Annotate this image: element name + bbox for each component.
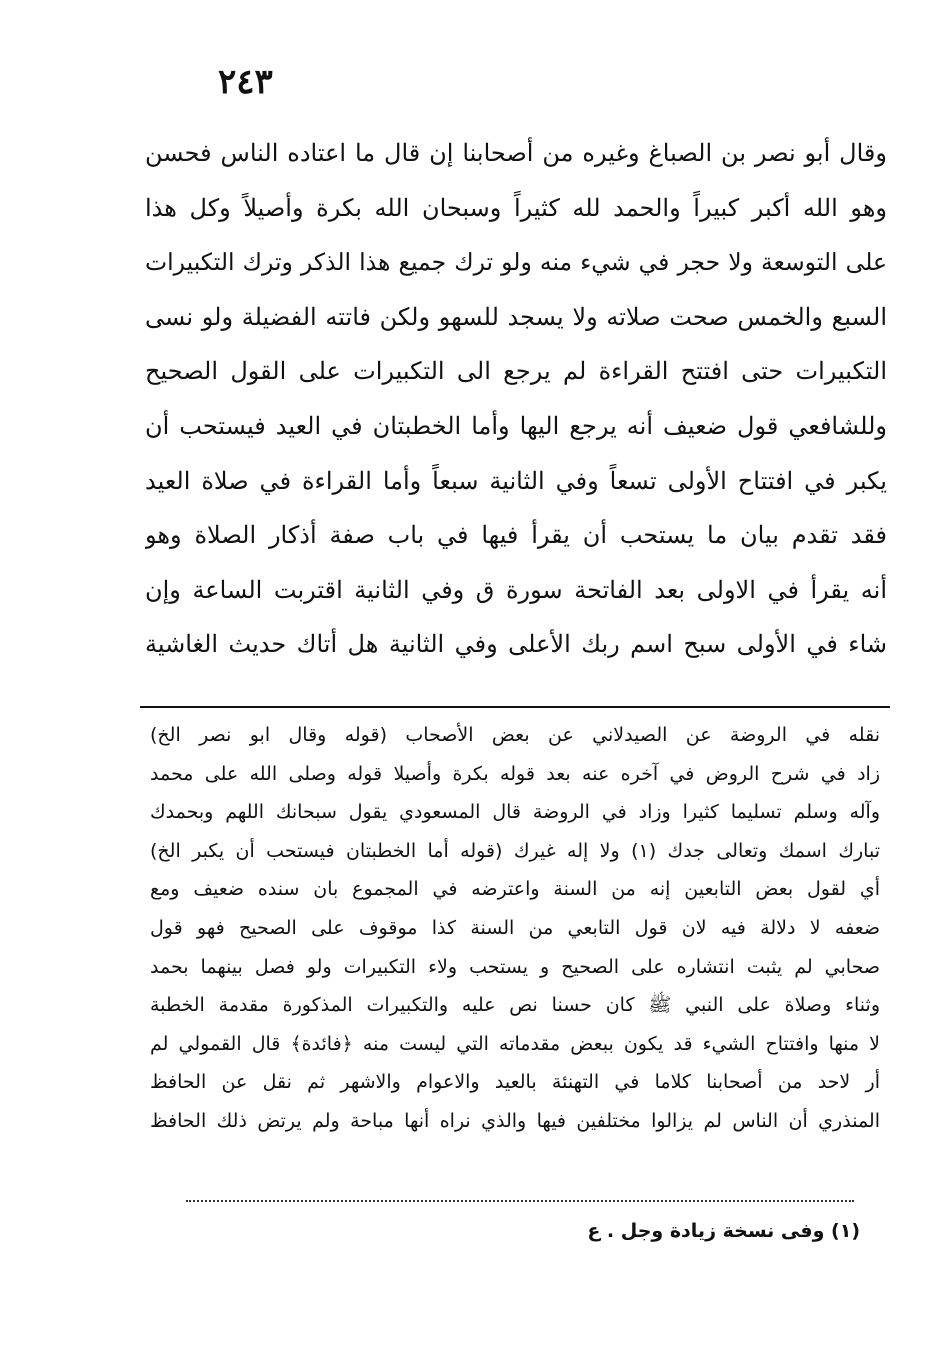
commentary-line: نقله في الروضة عن الصيدلاني عن بعض الأصحاب (قوله وقال ابو نصر الخ) [150,724,880,746]
commentary-line: أي لقول بعض التابعين إنه من السنة واعترضه في المجموع بان سنده ضعيف ومع [150,878,880,901]
commentary-block [150,716,880,1141]
commentary-line: لا منها وافتتاح الشيء قد يكون ببعض مقدماته التي ليست منه ﴿فائدة﴾ قال القمولي لم [150,1032,880,1055]
page-number: ٢٤٣ [218,62,273,102]
commentary-line: صحابي لم يثبت انتشاره على الصحيح و يستحب ولاء التكبيرات ولو فصل بينهما بحمد [150,955,880,978]
commentary-line: ضعفه لا دلالة فيه لان قول التابعي من السنة كذا موقوف على الصحيح فهو قول [150,916,880,939]
commentary-line: أر لاحد من أصحابنا كلاما في التهنئة بالعيد والاعوام والاشهر ثم نقل عن الحافظ [150,1071,880,1094]
main-text-block [145,126,887,672]
footnote: (١) وفى نسخة زيادة وجل . ع [587,1220,860,1242]
main-text-line: على التوسعة ولا حجر في شيء منه ولو ترك جميع هذا الذكر وترك التكبيرات [145,248,887,277]
main-text-line: التكبيرات حتى افتتح القراءة لم يرجع الى التكبيرات على القول الصحيح [145,357,887,386]
main-text-line: شاء في الأولى سبح اسم ربك الأعلى وفي الثانية هل أتاك حديث الغاشية [145,630,887,659]
commentary-line: المنذري أن الناس لم يزالوا مختلفين فيها والذي نراه أنها مباحة ولم يرتض ذلك الحافظ [150,1109,880,1132]
commentary-line: تبارك اسمك وتعالى جدك (١) ولا إله غيرك (قوله أما الخطبتان فيستحب أن يكبر الخ) [150,839,880,862]
commentary-line: وآله وسلم تسليما كثيرا وزاد في الروضة قال المسعودي يقول سبحانك اللهم وبحمدك [150,801,880,824]
commentary-line: زاد في شرح الروض في آخره عنه بعد قوله بكرة وأصيلا قوله وصلى الله على محمد [150,762,880,785]
footnote-divider [186,1200,854,1202]
main-text-line: السبع والخمس صحت صلاته ولا يسجد للسهو ولكن فاتته الفضيلة ولو نسى [145,302,887,331]
main-text-line: يكبر في افتتاح الأولى تسعاً وفي الثانية سبعاً وأما القراءة في صلاة العيد [145,466,887,495]
main-text-line: فقد تقدم بيان ما يستحب أن يقرأ فيها في باب صفة أذكار الصلاة وهو [145,521,887,550]
main-text-line: وقال أبو نصر بن الصباغ وغيره من أصحابنا إن قال ما اعتاده الناس فحسن [145,139,887,167]
section-divider [140,706,890,708]
main-text-line: وهو الله أكبر كبيراً والحمد لله كثيراً وسبحان الله بكرة وأصيلاً وكل هذا [145,193,887,222]
commentary-line: وثناء وصلاة على النبي ﷺ كان حسنا نص عليه والتكبيرات المذكورة مقدمة الخطبة [150,994,880,1017]
main-text-line: أنه يقرأ في الاولى بعد الفاتحة سورة ق وفي الثانية اقتربت الساعة وإن [145,575,887,604]
main-text-line: وللشافعي قول ضعيف أنه يرجع اليها وأما الخطبتان في العيد فيستحب أن [145,411,887,440]
